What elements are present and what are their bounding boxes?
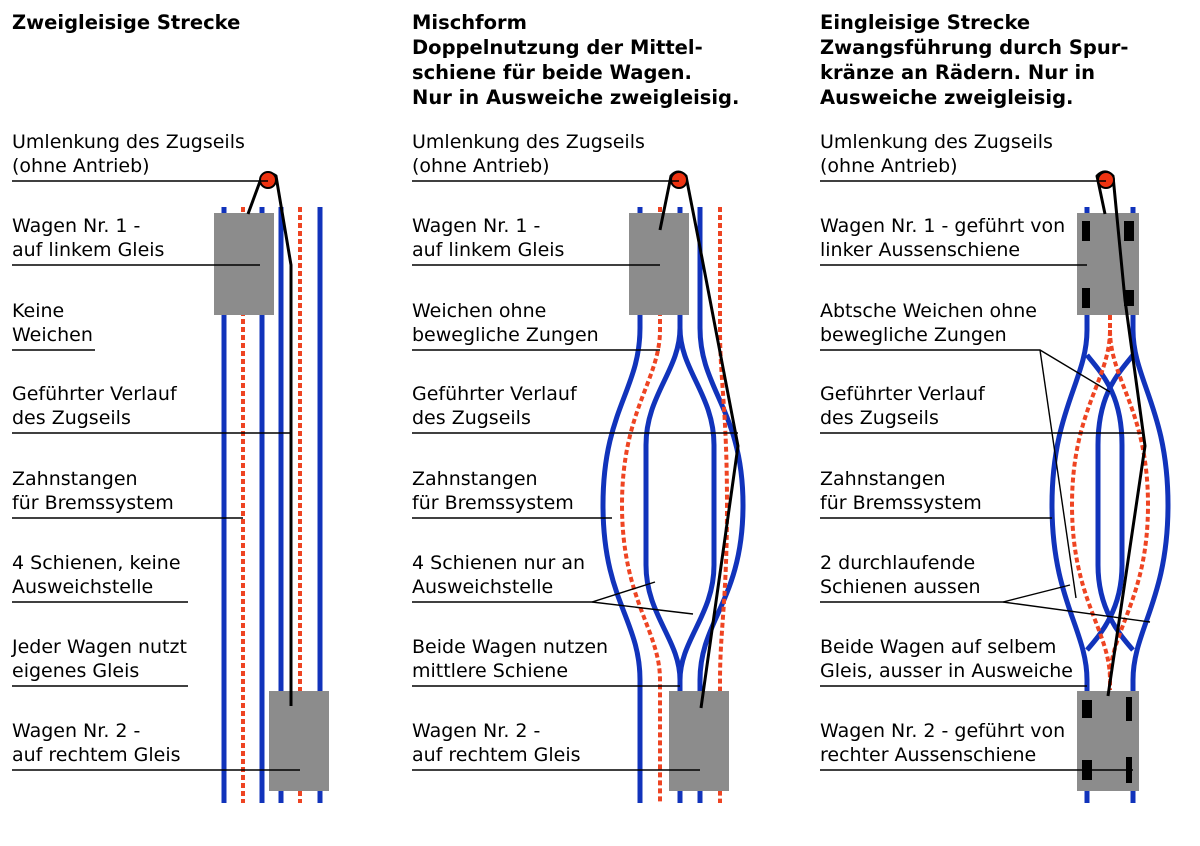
label-line: Schienen aussen — [820, 576, 981, 598]
panel-2-label-rails — [412, 551, 585, 599]
label-line: 4 Schienen nur an — [412, 552, 586, 574]
panel-2-pulley — [671, 172, 687, 188]
label-line: auf linkem Gleis — [412, 239, 565, 261]
label-line: Weichen — [12, 324, 93, 346]
panel-3-label-car-1 — [820, 214, 1065, 262]
panel-2-label-pulley — [412, 130, 645, 178]
label-line: Abtsche Weichen ohne — [820, 300, 1037, 322]
label-line: des Zugseils — [12, 407, 131, 429]
panel-3-pulley — [1098, 172, 1114, 188]
panel-1-heading-line: Zweigleisige Strecke — [12, 11, 241, 34]
panel-1-label-car-2 — [12, 719, 181, 767]
panel-2-label-switches — [412, 299, 599, 347]
panel-2-label-cable — [412, 382, 577, 430]
panel-1-pulley — [260, 172, 276, 188]
label-line: auf rechtem Gleis — [12, 744, 181, 766]
label-line: Geführter Verlauf — [12, 383, 177, 405]
label-line: Geführter Verlauf — [820, 383, 985, 405]
label-line: Wagen Nr. 1 - — [412, 215, 541, 237]
panel-2-label-car-1 — [412, 214, 564, 262]
panel-3-car-2 — [1077, 691, 1139, 791]
panel-3-label-rack — [820, 467, 982, 515]
panel-1-label-rails — [12, 551, 181, 599]
label-line: für Bremssystem — [412, 492, 574, 514]
panel-2-heading-line: Nur in Ausweiche zweigleisig. — [412, 86, 740, 109]
label-line: Beide Wagen nutzen — [412, 636, 609, 658]
panel-3-heading-line: Zwangsführung durch Spur- — [820, 36, 1129, 59]
panel-2-heading-line: schiene für beide Wagen. — [412, 61, 692, 84]
panel-2-label-track-use — [412, 635, 608, 683]
label-line: bewegliche Zungen — [820, 324, 1007, 346]
label-line: Zahnstangen — [820, 468, 946, 490]
label-line: auf rechtem Gleis — [412, 744, 581, 766]
label-line: Ausweichstelle — [412, 576, 554, 598]
label-line: Keine — [12, 300, 65, 322]
panel-2-label-car-2 — [412, 719, 581, 767]
panel-1-car-2 — [269, 691, 329, 791]
label-line: 4 Schienen, keine — [12, 552, 181, 574]
panel-1-label-cable — [12, 382, 177, 430]
label-line: Wagen Nr. 1 - geführt von — [820, 215, 1066, 237]
label-line: Umlenkung des Zugseils — [412, 131, 645, 153]
panel-1-heading — [12, 10, 240, 35]
label-line: für Bremssystem — [12, 492, 174, 514]
label-line: mittlere Schiene — [412, 660, 569, 682]
panel-3-heading-line: Eingleisige Strecke — [820, 11, 1031, 34]
label-line: Wagen Nr. 2 - — [412, 720, 541, 742]
panel-1-label-pulley — [12, 130, 245, 178]
label-line: für Bremssystem — [820, 492, 982, 514]
label-line: Geführter Verlauf — [412, 383, 577, 405]
panel-1-label-car-1 — [12, 214, 164, 262]
label-line: Weichen ohne — [412, 300, 547, 322]
panel-3-label-pulley — [820, 130, 1053, 178]
panel-3-label-rails — [820, 551, 981, 599]
label-line: Wagen Nr. 2 - — [12, 720, 141, 742]
label-line: 2 durchlaufende — [820, 552, 976, 574]
label-line: Ausweichstelle — [12, 576, 154, 598]
panel-3-label-car-2 — [820, 719, 1065, 767]
panel-3-label-cable — [820, 382, 985, 430]
label-line: Wagen Nr. 2 - geführt von — [820, 720, 1066, 742]
panel-3-heading-line: Ausweiche zweigleisig. — [820, 86, 1074, 109]
panel-2-heading — [412, 10, 739, 110]
label-line: linker Aussenschiene — [820, 239, 1021, 261]
label-line: Jeder Wagen nutzt — [12, 636, 187, 658]
label-line: Wagen Nr. 1 - — [12, 215, 141, 237]
label-line: des Zugseils — [412, 407, 531, 429]
panel-1-car-1 — [214, 213, 274, 315]
panel-2-heading-line: Mischform — [412, 11, 527, 34]
panel-2-heading-line: Doppelnutzung der Mittel- — [412, 36, 703, 59]
label-line: Beide Wagen auf selbem — [820, 636, 1057, 658]
label-line: Gleis, ausser in Ausweiche — [820, 660, 1073, 682]
panel-3-heading — [820, 10, 1128, 110]
label-line: rechter Aussenschiene — [820, 744, 1037, 766]
panel-3-label-track-use — [820, 635, 1073, 683]
label-line: (ohne Antrieb) — [412, 155, 550, 177]
panel-3-label-switches — [820, 299, 1037, 347]
panel-1-label-rack — [12, 467, 174, 515]
panel-1-label-switches — [12, 299, 93, 347]
label-line: des Zugseils — [820, 407, 939, 429]
label-line: Umlenkung des Zugseils — [12, 131, 245, 153]
panel-2-label-rack — [412, 467, 574, 515]
label-line: auf linkem Gleis — [12, 239, 165, 261]
label-line: (ohne Antrieb) — [12, 155, 150, 177]
panel-3-heading-line: kränze an Rädern. Nur in — [820, 61, 1096, 84]
label-line: bewegliche Zungen — [412, 324, 599, 346]
label-line: Umlenkung des Zugseils — [820, 131, 1053, 153]
label-line: (ohne Antrieb) — [820, 155, 958, 177]
panel-3-car-1 — [1077, 213, 1139, 315]
label-line: Zahnstangen — [12, 468, 138, 490]
panel-1-label-track-use — [12, 635, 187, 683]
panel-2-car-2 — [669, 691, 729, 791]
label-line: eigenes Gleis — [12, 660, 140, 682]
label-line: Zahnstangen — [412, 468, 538, 490]
